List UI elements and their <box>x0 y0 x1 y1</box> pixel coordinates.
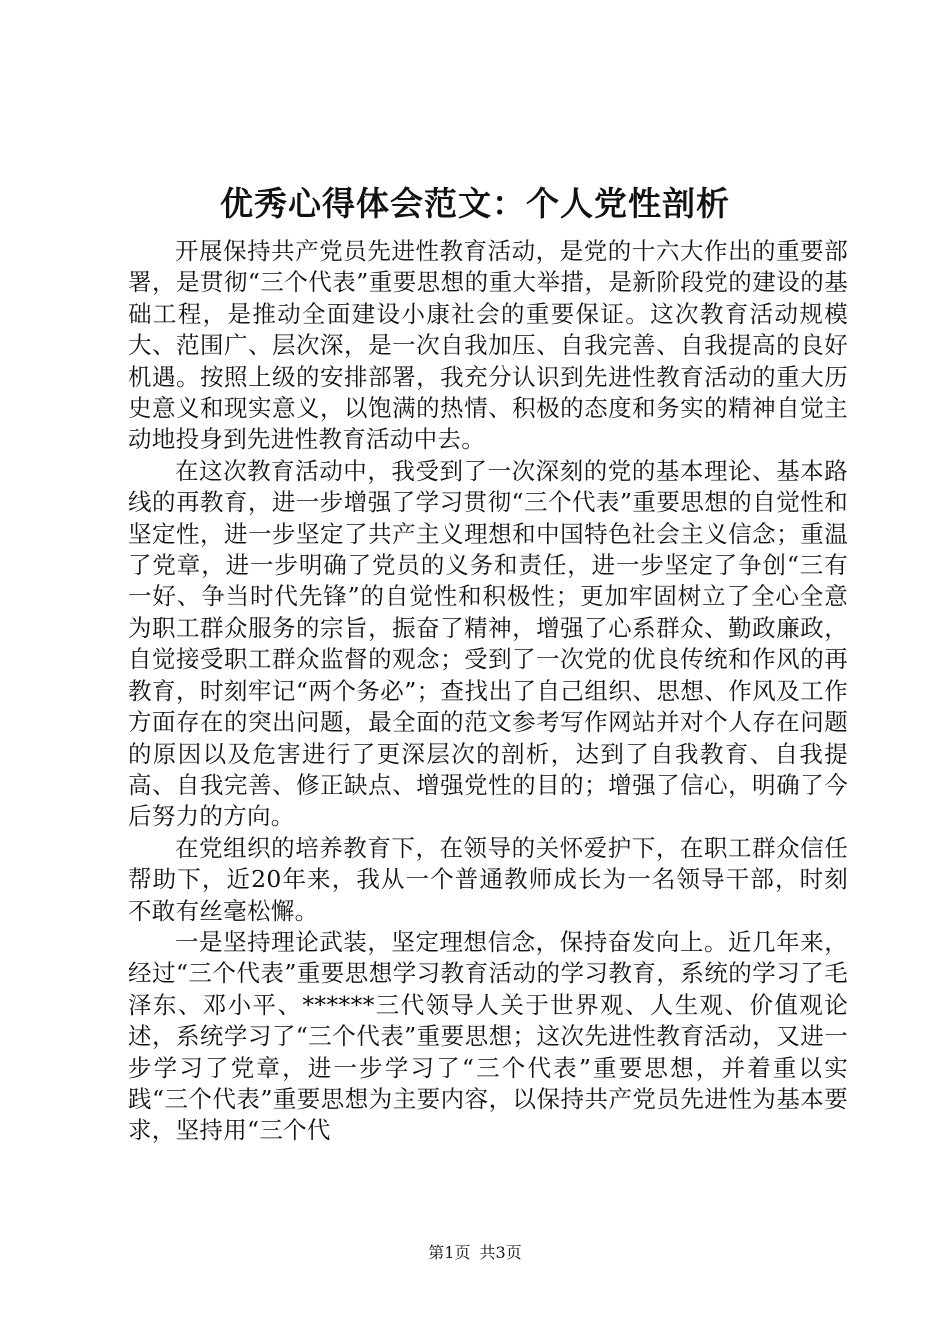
document-title: 优秀心得体会范文：个人党性剖析 <box>220 184 730 223</box>
paragraph-4: 一是坚持理论武装，坚定理想信念，保持奋发向上。近几年来，经过“三个代表”重要思想学习教育活动的学习教育，系统的学习了毛泽东、邓小平、******三代领导人关于世界观、人生观、价值观论述，系统学习了“三个代表”重要思想；这次先进性教育活动，又进一步学习了党章，进一步学习了“三个代表”重要思想，并着重以实践“三个代表”重要思想为主要内容，以保持共产党员先进性为基本要求，坚持用“三个代 <box>128 927 848 1145</box>
page-number-total: 共3页 <box>479 1243 522 1262</box>
paragraph-1: 开展保持共产党员先进性教育活动，是党的十六大作出的重要部署，是贯彻“三个代表”重要思想的重大举措，是新阶段党的建设的基础工程，是推动全面建设小康社会的重要保证。这次教育活动规模大、范围广、层次深，是一次自我加压、自我完善、自我提高的良好机遇。按照上级的安排部署，我充分认识到先进性教育活动的重大历史意义和现实意义，以饱满的热情、积极的态度和务实的精神自觉主动地投身到先进性教育活动中去。 <box>128 237 848 454</box>
document-body <box>128 236 848 1147</box>
page-number-current: 第1页 <box>428 1243 471 1262</box>
page-footer <box>0 1241 950 1265</box>
paragraph-2: 在这次教育活动中，我受到了一次深刻的党的基本理论、基本路线的再教育，进一步增强了学习贯彻“三个代表”重要思想的自觉性和坚定性，进一步坚定了共产主义理想和中国特色社会主义信念；重温了党章，进一步明确了党员的义务和责任，进一步坚定了争创“三有一好、争当时代先锋”的自觉性和积极性；更加牢固树立了全心全意为职工群众服务的宗旨，振奋了精神，增强了心系群众、勤政廉政，自觉接受职工群众监督的观念；受到了一次党的优良传统和作风的再教育，时刻牢记“两个务必”；查找出了自己组织、思想、作风及工作方面存在的突出问题，最全面的范文参考写作网站并对个人存在问题的原因以及危害进行了更深层次的剖析，达到了自我教育、自我提高、自我完善、修正缺点、增强党性的目的；增强了信心，明确了今后努力的方向。 <box>128 456 848 831</box>
paragraph-3: 在党组织的培养教育下，在领导的关怀爱护下，在职工群众信任帮助下，近20年来，我从一个普通教师成长为一名领导干部，时刻不敢有丝毫松懈。 <box>128 833 848 925</box>
